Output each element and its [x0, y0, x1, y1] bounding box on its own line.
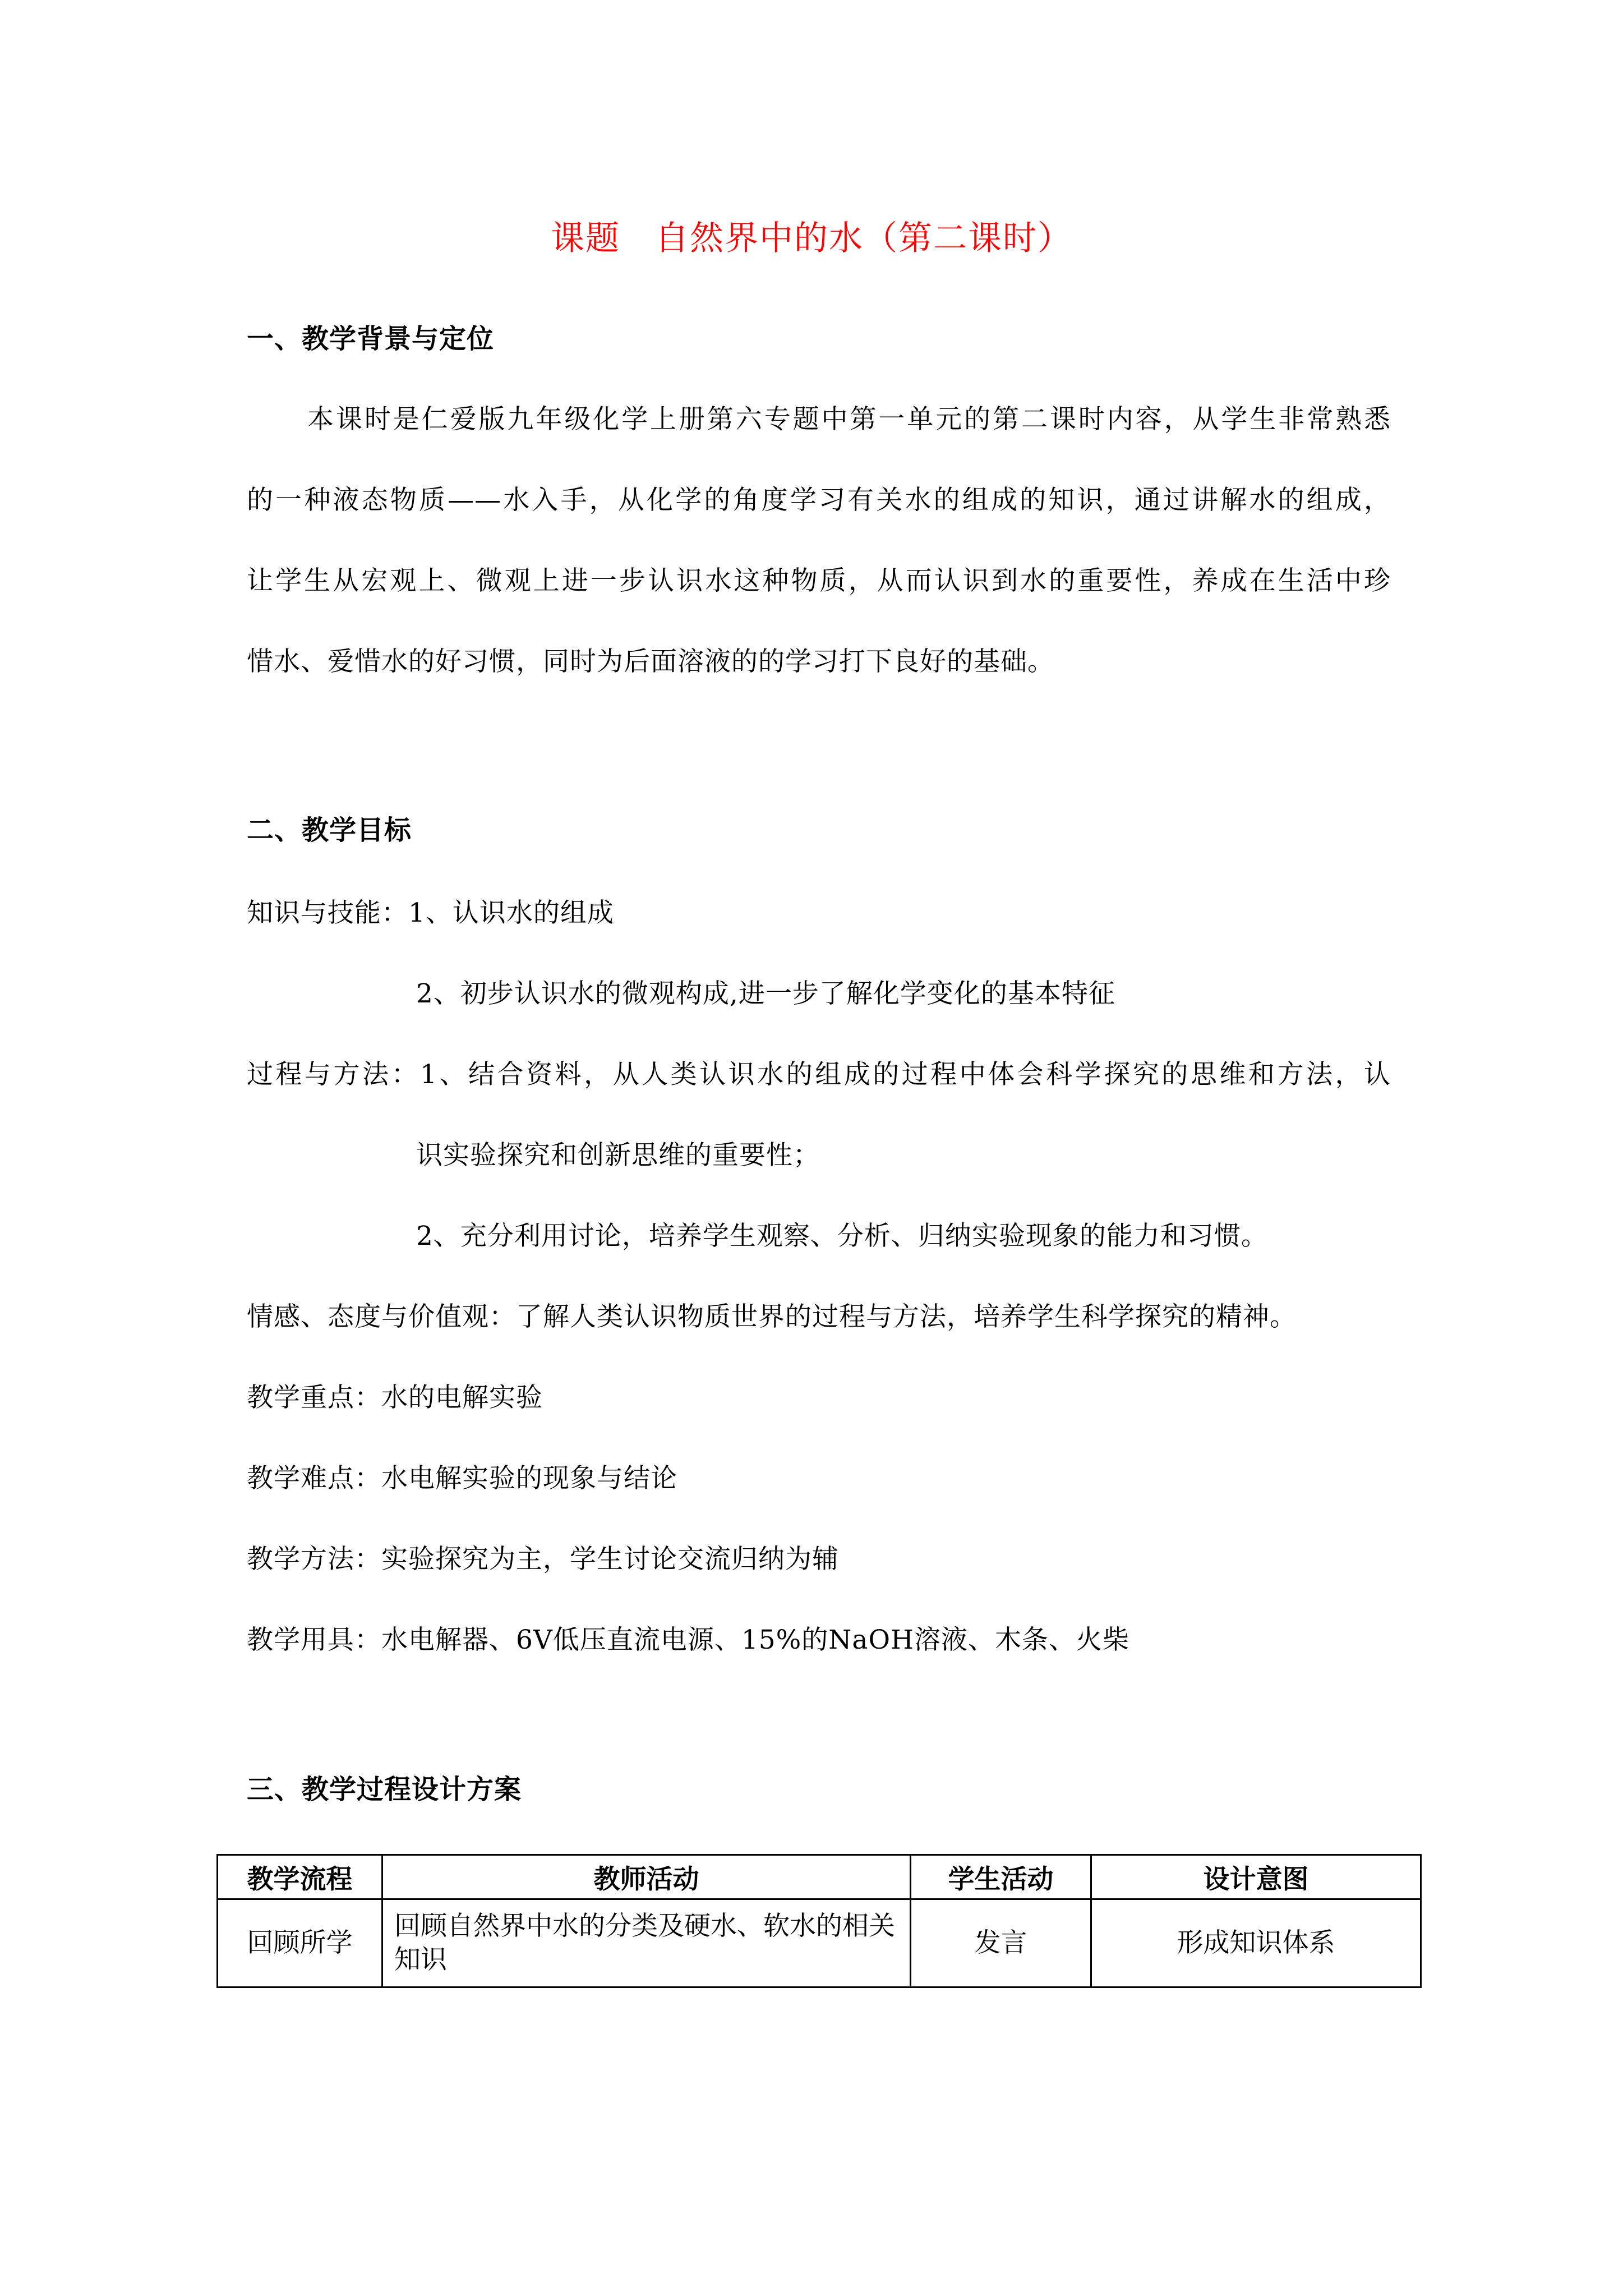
teaching-tools: 教学用具：水电解器、6V低压直流电源、15%的NaOH溶液、木条、火柴 [247, 1625, 1129, 1655]
paragraph-line: 的一种液态物质——水入手，从化学的角度学习有关水的组成的知识，通过讲解水的组成， [247, 485, 1391, 516]
column-header-student: 学生活动 [911, 1855, 1091, 1899]
column-header-teacher: 教师活动 [382, 1855, 911, 1899]
column-header-flow: 教学流程 [218, 1855, 382, 1899]
table-cell-teacher: 回顾自然界中水的分类及硬水、软水的相关知识 [382, 1899, 911, 1987]
objective-process-1-cont: 识实验探究和创新思维的重要性； [416, 1140, 820, 1171]
page-title: 课题 自然界中的水（第二课时） [551, 219, 1072, 258]
process-table [216, 1854, 1422, 1988]
column-header-intent: 设计意图 [1091, 1855, 1421, 1899]
teaching-method: 教学方法：实验探究为主，学生讨论交流归纳为辅 [247, 1544, 839, 1575]
paragraph-line: 本课时是仁爱版九年级化学上册第六专题中第一单元的第二课时内容，从学生非常熟悉 [307, 404, 1391, 435]
section-heading-objectives: 二、教学目标 [247, 815, 412, 846]
teaching-difficulty: 教学难点：水电解实验的现象与结论 [247, 1463, 677, 1494]
objective-knowledge-2: 2、初步认识水的微观构成,进一步了解化学变化的基本特征 [416, 978, 1115, 1009]
objective-process-2: 2、充分利用讨论，培养学生观察、分析、归纳实验现象的能力和习惯。 [416, 1221, 1268, 1251]
table-cell-student: 发言 [911, 1899, 1091, 1987]
table-cell-flow: 回顾所学 [218, 1899, 382, 1987]
table-row [218, 1899, 1421, 1987]
table-header-row [218, 1855, 1421, 1899]
objective-emotion: 情感、态度与价值观：了解人类认识物质世界的过程与方法，培养学生科学探究的精神。 [247, 1301, 1297, 1332]
objective-knowledge-1: 知识与技能：1、认识水的组成 [247, 898, 614, 928]
paragraph-line: 让学生从宏观上、微观上进一步认识水这种物质，从而认识到水的重要性，养成在生活中珍 [247, 565, 1391, 596]
teaching-key-point: 教学重点：水的电解实验 [247, 1382, 543, 1413]
section-heading-background: 一、教学背景与定位 [247, 323, 495, 355]
paragraph-line: 惜水、爱惜水的好习惯，同时为后面溶液的的学习打下良好的基础。 [247, 646, 1054, 677]
objective-process-1: 过程与方法：1、结合资料，从人类认识水的组成的过程中体会科学探究的思维和方法，认 [247, 1059, 1391, 1090]
table-cell-intent: 形成知识体系 [1091, 1899, 1421, 1987]
section-heading-process: 三、教学过程设计方案 [247, 1774, 522, 1805]
